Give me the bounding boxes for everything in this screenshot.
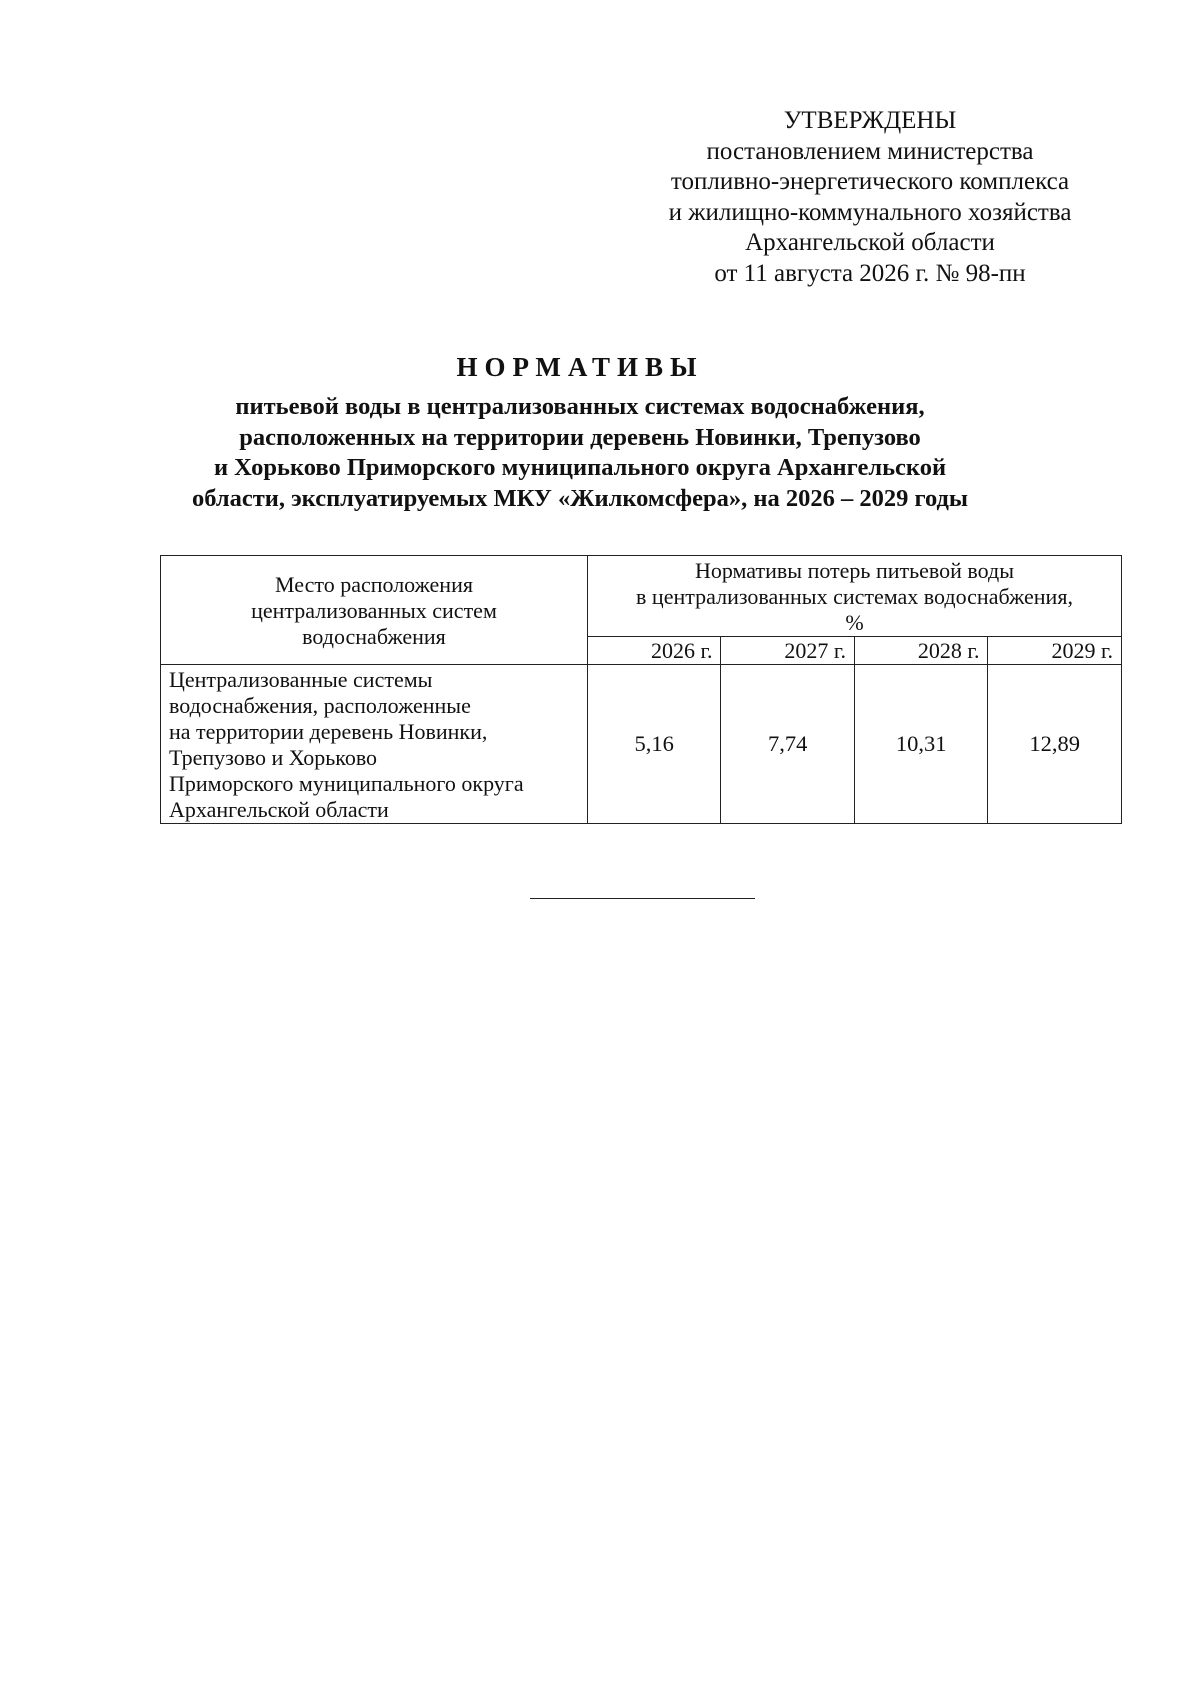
place-cell (161, 665, 588, 824)
value-2029: 12,89 (988, 665, 1122, 824)
document-title: НОРМАТИВЫ (456, 352, 704, 382)
norms-table (160, 555, 1122, 824)
table-header-row (161, 556, 1122, 637)
header-place-line: централизованных систем (251, 598, 497, 623)
subtitle-line: расположенных на территории деревень Новинки, Трепузово (239, 423, 921, 451)
document-subtitle (120, 392, 1040, 514)
approval-block (630, 106, 1110, 289)
approval-line: постановлением министерства (706, 137, 1034, 165)
header-year-2028: 2028 г. (854, 637, 987, 665)
place-line: Трепузово и Хорьково (169, 745, 378, 770)
place-line: водоснабжения, расположенные (169, 693, 471, 718)
place-line: Архангельской области (169, 797, 389, 822)
header-norms (588, 556, 1122, 637)
header-place-line: водоснабжения (302, 624, 446, 649)
header-place-line: Место расположения (275, 572, 473, 597)
subtitle-line: питьевой воды в централизованных системах водоснабжения, (235, 393, 925, 420)
header-norm-line: Нормативы потерь питьевой воды (694, 558, 1015, 583)
header-year-2029: 2029 г. (988, 637, 1122, 665)
subtitle-line: и Хорьково Приморского муниципального округа Архангельской (213, 454, 947, 481)
approval-line: Архангельской области (745, 229, 995, 256)
end-divider (530, 898, 755, 899)
header-place (161, 556, 588, 665)
table-row (161, 665, 1122, 824)
value-2027: 7,74 (721, 665, 854, 824)
place-line: Централизованные системы (169, 667, 433, 692)
value-2026: 5,16 (588, 665, 721, 824)
place-line: на территории деревень Новинки, (169, 719, 488, 744)
approval-line: топливно-энергетического комплекса (670, 168, 1070, 195)
header-year-2026: 2026 г. (588, 637, 721, 665)
header-norm-unit: % (845, 610, 864, 635)
approval-heading: УТВЕРЖДЕНЫ (783, 107, 957, 134)
place-line: Приморского муниципального округа (169, 771, 524, 796)
header-norm-line: в централизованных системах водоснабжения, (636, 584, 1073, 609)
header-year-2027: 2027 г. (721, 637, 854, 665)
subtitle-line: области, эксплуатируемых МКУ «Жилкомсфера», на 2026 – 2029 годы (191, 484, 969, 512)
value-2028: 10,31 (854, 665, 987, 824)
approval-line: и жилищно-коммунального хозяйства (668, 198, 1072, 226)
approval-date-line: от 11 августа 2026 г. № 98-пн (714, 259, 1026, 287)
